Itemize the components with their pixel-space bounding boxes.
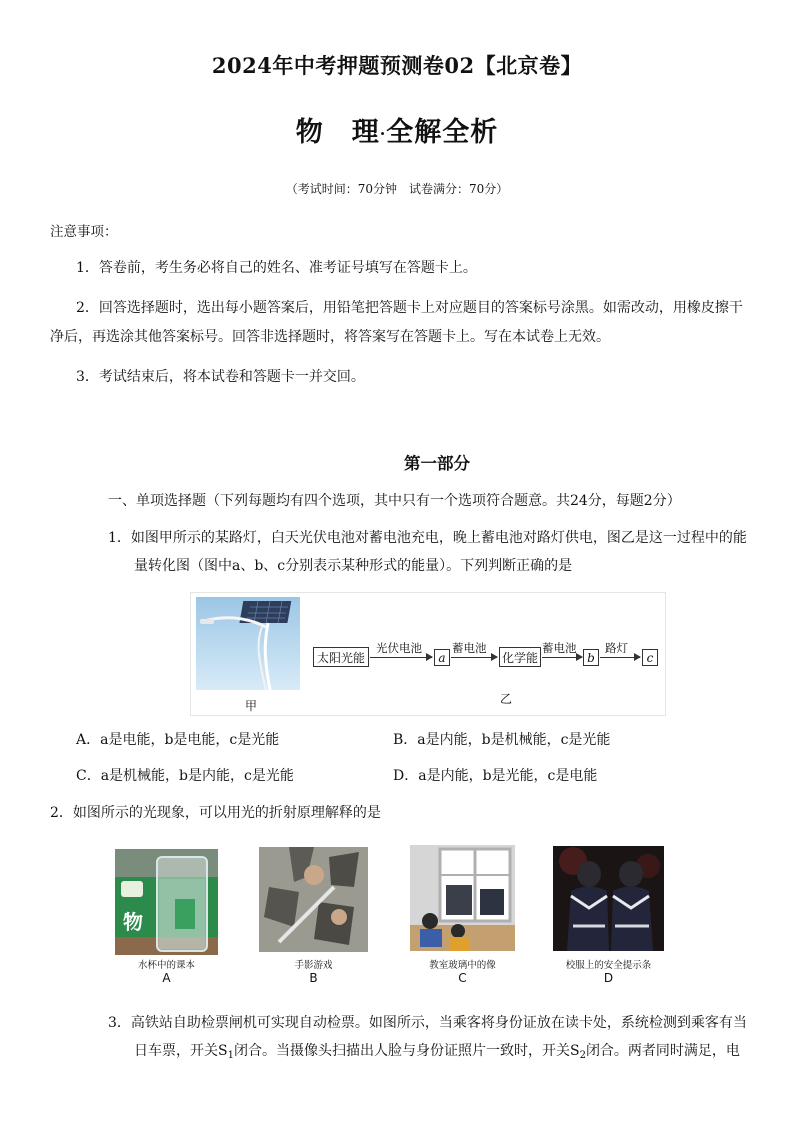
box-a: a [434, 649, 450, 666]
q1-option-c[interactable]: C．a是机械能，b是内能，c是光能 [76, 768, 294, 784]
part-title: 第一部分 [404, 454, 470, 473]
glass-book-icon [115, 849, 218, 955]
box-solar-energy: 太阳光能 [313, 647, 369, 667]
arrow-2 [451, 657, 497, 658]
arrow-3 [542, 657, 582, 658]
reflective-strip-icon [553, 846, 664, 951]
q1-stem-line1: 1．如图甲所示的某路灯，白天光伏电池对蓄电池充电，晚上蓄电池对路灯供电，图乙是这一过程中的能 [108, 530, 747, 546]
section-heading: 一、单项选择题（下列每题均有四个选项，其中只有一个选项符合题意。共24分，每题2分） [108, 493, 681, 509]
letter-d[interactable]: D [603, 971, 614, 985]
arrow-label-4: 路灯 [605, 641, 628, 655]
hand-shadow-icon [259, 847, 368, 952]
q1-option-a[interactable]: A．a是电能，b是电能，c是光能 [76, 732, 280, 748]
arrow-label-2: 蓄电池 [452, 641, 487, 655]
photo-classroom-window[interactable] [410, 845, 515, 951]
notice-item-1: 1．答卷前，考生务必将自己的姓名、准考证号填写在答题卡上。 [76, 260, 477, 276]
subject-dot: · [379, 124, 387, 143]
caption-d: 校服上的安全提示条 [565, 960, 652, 971]
notice-item-2-cont: 净后，再选涂其他答案标号。回答非选择题时，将答案写在答题卡上。写在本试卷上无效。 [50, 329, 610, 345]
box-chemical-energy: 化学能 [499, 647, 541, 667]
letter-b[interactable]: B [309, 971, 318, 985]
q1-option-d[interactable]: D．a是内能，b是光能，c是电能 [393, 768, 598, 784]
q3-text-a: 日车票，开关S [134, 1043, 228, 1059]
q1-option-b[interactable]: B．a是内能，b是机械能，c是光能 [393, 732, 611, 748]
figure-label-yi: 乙 [500, 692, 513, 706]
q2-stem: 2．如图所示的光现象，可以用光的折射原理解释的是 [50, 805, 381, 821]
subject-main: 物 理 [295, 117, 380, 148]
arrow-1 [370, 657, 432, 658]
caption-b: 手影游戏 [294, 960, 333, 971]
arrow-4 [600, 657, 640, 658]
box-c: c [642, 649, 658, 666]
street-lamp-icon [196, 597, 300, 690]
letter-c[interactable]: C [458, 971, 467, 985]
photo-reflective-strip[interactable] [553, 846, 664, 951]
caption-a: 水杯中的课本 [137, 960, 195, 971]
q1-stem-line2: 量转化图（图中a、b、c分别表示某种形式的能量）。下列判断正确的是 [134, 558, 573, 574]
street-lamp-photo [196, 597, 300, 690]
notice-item-2: 2．回答选择题时，选出每小题答案后，用铅笔把答题卡上对应题目的答案标号涂黑。如需改动，用橡皮擦干 [76, 300, 743, 316]
classroom-window-icon [410, 845, 515, 951]
exam-info: （考试时间：70分钟 试卷满分：70分） [285, 182, 509, 196]
figure-label-jia: 甲 [245, 699, 258, 713]
subject-title [0, 110, 794, 149]
q3-text-c: 闭合。两者同时满足，电 [585, 1043, 740, 1059]
arrow-label-3: 蓄电池 [542, 641, 577, 655]
subject-suffix: 全解全析 [386, 117, 499, 148]
letter-a[interactable]: A [162, 971, 171, 985]
photo-hand-shadow[interactable] [259, 847, 368, 952]
exam-title: 2024年中考押题预测卷02【北京卷】 [211, 53, 583, 78]
q3-stem-line2 [134, 1037, 740, 1070]
caption-c: 教室玻璃中的像 [429, 960, 496, 971]
q3-sub-2: 2 [579, 1050, 586, 1061]
notice-item-3: 3．考试结束后，将本试卷和答题卡一并交回。 [76, 369, 365, 385]
q3-sub-1: 1 [227, 1050, 234, 1061]
q3-text-b: 闭合。当摄像头扫描出人脸与身份证照片一致时，开关S [233, 1043, 580, 1059]
arrow-label-1: 光伏电池 [376, 641, 422, 655]
q3-stem-line1: 3．高铁站自助检票闸机可实现自动检票。如图所示，当乘客将身份证放在读卡处，系统检测到乘客有当 [108, 1015, 747, 1031]
photo-glass-book[interactable] [115, 849, 218, 955]
book-text: 物 [123, 910, 143, 934]
box-b: b [583, 649, 599, 666]
notice-heading: 注意事项： [50, 224, 118, 240]
